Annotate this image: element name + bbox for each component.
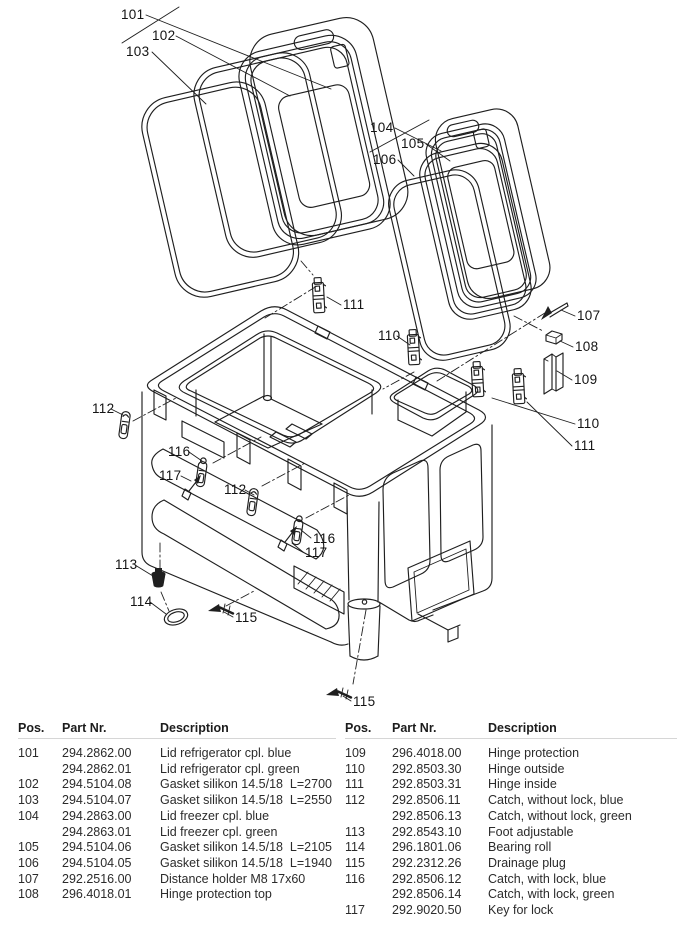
cell-part: 292.2516.00 bbox=[62, 871, 132, 886]
cell-desc: Gasket silikon 14.5/18 L=2105 bbox=[160, 840, 332, 855]
callout-112-a: 112 bbox=[92, 401, 115, 416]
table-row bbox=[18, 856, 336, 872]
cell-desc: Hinge inside bbox=[488, 777, 557, 792]
header-desc: Description bbox=[488, 721, 557, 735]
lid-104-body bbox=[419, 105, 555, 312]
table-row bbox=[345, 887, 677, 903]
bearing-roll-part-114 bbox=[162, 606, 189, 628]
cell-desc: Hinge protection top bbox=[160, 887, 272, 902]
cell-pos bbox=[18, 825, 62, 841]
table-header-right bbox=[345, 721, 677, 739]
callout-113: 113 bbox=[115, 557, 138, 572]
cell-part: 294.2862.00 bbox=[62, 746, 132, 760]
cell-pos: 116 bbox=[345, 871, 365, 886]
cell-desc: Lid refrigerator cpl. green bbox=[160, 761, 300, 776]
cell-desc: Foot adjustable bbox=[488, 824, 574, 839]
table-row bbox=[345, 903, 677, 919]
callout-116-a: 116 bbox=[168, 444, 191, 459]
callout-117-a: 117 bbox=[159, 468, 182, 483]
cell-desc: Gasket silikon 14.5/18 L=2550 bbox=[160, 793, 332, 808]
table-row bbox=[18, 840, 336, 856]
callout-111-top: 111 bbox=[343, 297, 365, 312]
hinge-part-111-top bbox=[312, 277, 327, 313]
callout-103: 103 bbox=[126, 44, 150, 59]
header-pos: Pos. bbox=[345, 721, 372, 735]
cell-pos: 105 bbox=[18, 840, 39, 855]
table-body-right bbox=[345, 739, 677, 919]
table-body-left bbox=[18, 739, 336, 903]
callout-105: 105 bbox=[401, 136, 425, 151]
cell-pos: 102 bbox=[18, 777, 39, 792]
cell-pos: 101 bbox=[18, 746, 39, 760]
cell-pos: 104 bbox=[18, 808, 39, 823]
cell-pos: 103 bbox=[18, 793, 39, 808]
table-row bbox=[345, 809, 677, 825]
table-row bbox=[18, 777, 336, 793]
cell-desc: Hinge protection bbox=[488, 746, 580, 760]
callout-107: 107 bbox=[577, 308, 601, 323]
table-row bbox=[18, 825, 336, 841]
table-row bbox=[18, 746, 336, 762]
key-part-117-a bbox=[182, 475, 201, 500]
callout-114: 114 bbox=[130, 594, 153, 609]
callout-110-top: 110 bbox=[378, 328, 401, 343]
cell-pos bbox=[18, 762, 62, 778]
table-row bbox=[18, 809, 336, 825]
callout-108: 108 bbox=[575, 339, 599, 354]
hinge-protection-part-109 bbox=[544, 353, 563, 394]
box-interior bbox=[196, 334, 466, 448]
cell-desc: Gasket silikon 14.5/18 L=1940 bbox=[160, 855, 332, 870]
callout-116-b: 116 bbox=[313, 531, 336, 546]
callout-101: 101 bbox=[121, 7, 145, 22]
table-row bbox=[18, 762, 336, 778]
cell-part: 296.4018.00 bbox=[392, 746, 462, 760]
callout-115-b: 115 bbox=[353, 694, 376, 709]
cell-part: 294.5104.08 bbox=[62, 777, 132, 792]
cell-part: 294.2862.01 bbox=[62, 761, 132, 776]
cell-part: 294.5104.05 bbox=[62, 855, 132, 870]
table-row bbox=[345, 856, 677, 872]
hinge-part-110-top bbox=[407, 329, 422, 365]
cell-part: 292.9020.50 bbox=[392, 903, 462, 918]
cell-part: 292.8503.30 bbox=[392, 761, 462, 776]
callout-102: 102 bbox=[152, 28, 176, 43]
cell-pos: 117 bbox=[345, 903, 365, 918]
table-row bbox=[18, 793, 336, 809]
cell-part: 294.2863.00 bbox=[62, 808, 132, 823]
cell-part: 292.8506.11 bbox=[392, 793, 461, 808]
table-row bbox=[345, 825, 677, 841]
table-row bbox=[345, 777, 677, 793]
cell-desc: Drainage plug bbox=[488, 855, 566, 870]
cell-desc: Lid freezer cpl. blue bbox=[160, 808, 270, 823]
right-face bbox=[379, 425, 492, 642]
cell-desc: Lid freezer cpl. green bbox=[160, 824, 278, 839]
cell-part: 296.1801.06 bbox=[392, 840, 462, 855]
cell-part: 292.8543.10 bbox=[392, 824, 462, 839]
callout-115-a: 115 bbox=[235, 610, 258, 625]
cell-pos: 110 bbox=[345, 761, 365, 776]
cell-desc: Catch, with lock, blue bbox=[488, 871, 607, 886]
cell-part: 292.8506.13 bbox=[392, 808, 462, 823]
cell-pos: 108 bbox=[18, 887, 39, 902]
header-pos: Pos. bbox=[18, 721, 45, 735]
cell-desc: Catch, without lock, green bbox=[488, 808, 632, 823]
cell-pos bbox=[345, 809, 392, 825]
hinge-protection-top-part-108 bbox=[546, 331, 562, 344]
cell-desc: Bearing roll bbox=[488, 840, 552, 855]
cell-desc: Gasket silikon 14.5/18 L=2700 bbox=[160, 777, 332, 792]
cell-pos: 109 bbox=[345, 746, 366, 760]
parts-table-right bbox=[345, 721, 677, 919]
front-foot-column bbox=[331, 500, 380, 660]
header-part: Part Nr. bbox=[62, 721, 107, 735]
cell-pos: 115 bbox=[345, 855, 365, 870]
table-row bbox=[345, 762, 677, 778]
cell-desc: Catch, with lock, green bbox=[488, 887, 615, 902]
cell-desc: Lid refrigerator cpl. blue bbox=[160, 746, 292, 760]
handle-recess bbox=[294, 566, 344, 614]
catch-part-112-b bbox=[246, 488, 258, 516]
hinge-part-111-right bbox=[512, 368, 527, 404]
table-row bbox=[345, 793, 677, 809]
drainage-plug-part-115-b bbox=[326, 688, 351, 699]
cell-pos: 112 bbox=[345, 793, 365, 808]
cell-desc: Catch, without lock, blue bbox=[488, 793, 624, 808]
header-desc: Description bbox=[160, 721, 229, 735]
table-row bbox=[18, 872, 336, 888]
cell-pos bbox=[345, 887, 392, 903]
table-row bbox=[345, 872, 677, 888]
cell-pos: 111 bbox=[345, 777, 365, 792]
cell-pos: 113 bbox=[345, 824, 365, 839]
callout-111-right: 111 bbox=[574, 438, 596, 453]
table-row bbox=[345, 840, 677, 856]
callout-117-b: 117 bbox=[305, 545, 328, 560]
callout-106: 106 bbox=[373, 152, 397, 167]
cell-part: 296.4018.01 bbox=[62, 887, 132, 902]
axis-lines bbox=[133, 261, 548, 684]
cell-part: 292.8506.14 bbox=[392, 887, 462, 902]
cell-part: 292.2312.26 bbox=[392, 855, 462, 870]
table-header-left bbox=[18, 721, 336, 739]
parts-table-left bbox=[18, 721, 336, 903]
table-row bbox=[345, 746, 677, 762]
callout-112-b: 112 bbox=[224, 482, 247, 497]
cell-pos: 107 bbox=[18, 871, 39, 886]
cell-part: 294.2863.01 bbox=[62, 824, 132, 839]
callout-109: 109 bbox=[574, 372, 598, 387]
cell-part: 294.5104.07 bbox=[62, 793, 132, 808]
cell-part: 292.8506.12 bbox=[392, 871, 462, 886]
cell-desc: Hinge outside bbox=[488, 761, 565, 776]
hinge-part-110-right bbox=[471, 361, 486, 397]
cell-pos: 106 bbox=[18, 855, 39, 870]
cell-desc: Key for lock bbox=[488, 903, 554, 918]
table-row bbox=[18, 887, 336, 903]
callout-104: 104 bbox=[370, 120, 394, 135]
cell-part: 294.5104.06 bbox=[62, 840, 132, 855]
cell-desc: Distance holder M8 17x60 bbox=[160, 871, 306, 886]
header-part: Part Nr. bbox=[392, 721, 437, 735]
catch-part-112-a bbox=[118, 411, 130, 439]
callout-110-right: 110 bbox=[577, 416, 600, 431]
cell-part: 292.8503.31 bbox=[392, 777, 462, 792]
drainage-plug-part-115-a bbox=[208, 604, 233, 615]
cell-pos: 114 bbox=[345, 840, 365, 855]
